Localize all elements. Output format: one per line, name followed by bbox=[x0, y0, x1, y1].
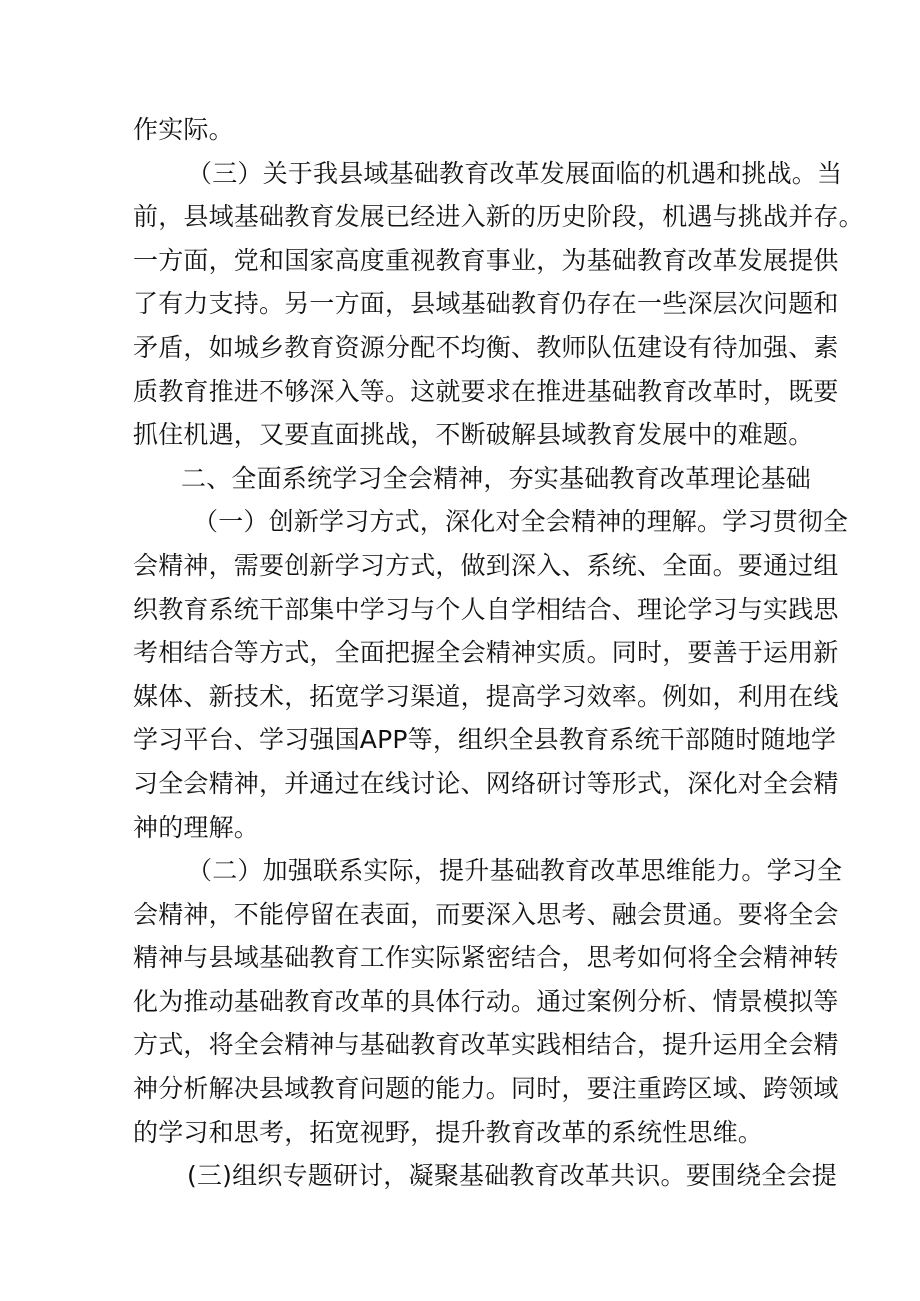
text-line: 了有力支持。另一方面，县域基础教育仍存在一些深层次问题和 bbox=[133, 289, 839, 319]
text-line: 神的理解。 bbox=[133, 812, 260, 842]
text-line: 化为推动基础教育改革的具体行动。通过案例分析、情景模拟等 bbox=[133, 986, 839, 1016]
text-line: 会精神，不能停留在表面，而要深入思考、融会贯通。要将全会 bbox=[133, 899, 839, 929]
text-line: 学习平台、学习强国APP等，组织全县教育系统干部随时随地学 bbox=[133, 725, 837, 755]
text-line: （三）关于我县域基础教育改革发展面临的机遇和挑战。当 bbox=[187, 158, 843, 188]
section-heading: 二、全面系统学习全会精神，夯实基础教育改革理论基础 bbox=[181, 463, 812, 493]
body-text bbox=[133, 108, 864, 1198]
text-line: 考相结合等方式，全面把握全会精神实质。同时，要善于运用新 bbox=[133, 638, 839, 668]
text-line: (三)组织专题研讨，凝聚基础教育改革共识。要围绕全会提 bbox=[187, 1161, 837, 1191]
text-line: 方式，将全会精神与基础教育改革实践相结合，提升运用全会精 bbox=[133, 1030, 839, 1060]
text-line: 媒体、新技术，拓宽学习渠道，提高学习效率。例如，利用在线 bbox=[133, 681, 839, 711]
text-line: 的学习和思考，拓宽视野，提升教育改革的系统性思维。 bbox=[133, 1117, 764, 1147]
text-line: 织教育系统干部集中学习与个人自学相结合、理论学习与实践思 bbox=[133, 594, 839, 624]
text-line: 神分析解决县域教育问题的能力。同时，要注重跨区域、跨领域 bbox=[133, 1074, 839, 1104]
text-line: （二）加强联系实际，提升基础教育改革思维能力。学习全 bbox=[187, 856, 843, 886]
text-line: 抓住机遇，又要直面挑战，不断破解县域教育发展中的难题。 bbox=[133, 420, 814, 450]
text-line: 精神与县域基础教育工作实际紧密结合，思考如何将全会精神转 bbox=[133, 943, 839, 973]
text-line: 作实际。 bbox=[133, 115, 234, 144]
text-line: （一）创新学习方式，深化对全会精神的理解。学习贯彻全 bbox=[193, 507, 849, 537]
text-line: 一方面，党和国家高度重视教育事业，为基础教育改革发展提供 bbox=[133, 245, 839, 275]
text-line: 质教育推进不够深入等。这就要求在推进基础教育改革时，既要 bbox=[133, 376, 839, 406]
text-line: 前，县域基础教育发展已经进入新的历史阶段，机遇与挑战并存。 bbox=[133, 202, 864, 232]
text-line: 习全会精神，并通过在线讨论、网络研讨等形式，深化对全会精 bbox=[133, 768, 839, 798]
text-line: 矛盾，如城乡教育资源分配不均衡、教师队伍建设有待加强、素 bbox=[133, 332, 839, 362]
text-line: 会精神，需要创新学习方式，做到深入、系统、全面。要通过组 bbox=[133, 550, 839, 580]
